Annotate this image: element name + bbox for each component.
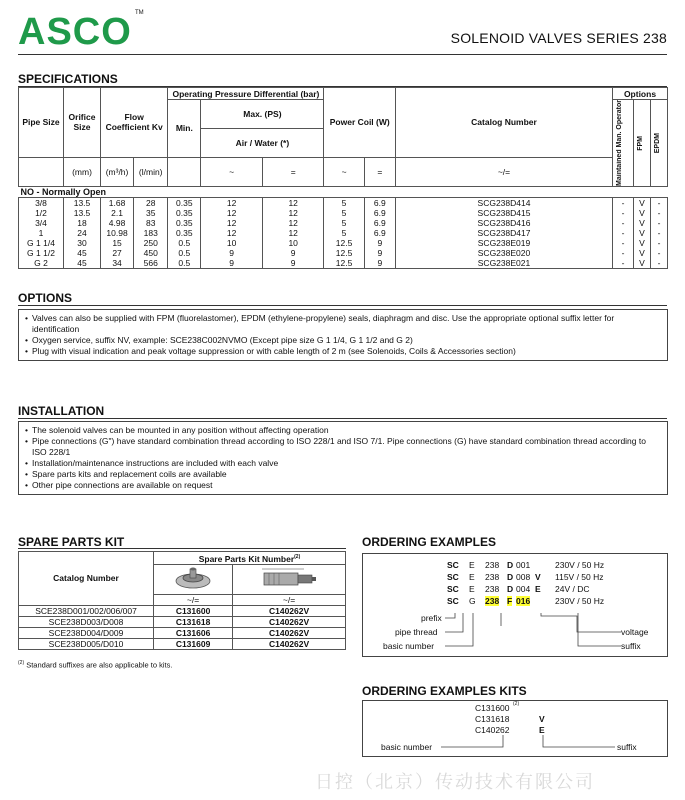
spec-row	[19, 248, 668, 258]
ordering-kits-title: ORDERING EXAMPLES KITS	[362, 684, 527, 698]
spec-cell-o2: V	[634, 248, 651, 258]
label-suffix: suffix	[621, 641, 641, 651]
asco-logo	[18, 8, 138, 52]
spec-cell-min: 0.35	[168, 197, 201, 208]
col-min: Min.	[168, 100, 201, 158]
spare-col-kit-label: Spare Parts Kit Number	[198, 553, 295, 564]
col-op-pressure: Operating Pressure Differential (bar)	[168, 88, 324, 100]
spec-cell-w_dc: 9	[364, 248, 395, 258]
spare-cell-catalog: SCE238D001/002/006/007	[19, 605, 154, 616]
col-orifice-size: Orifice Size	[64, 88, 101, 158]
spec-cell-o2: V	[634, 228, 651, 238]
col-opt-epdm	[651, 100, 668, 187]
label-voltage: voltage	[621, 627, 649, 637]
spec-row	[19, 238, 668, 248]
ordering-title: ORDERING EXAMPLES	[362, 535, 497, 549]
header-rule	[18, 54, 667, 55]
spec-cell-max_dc: 10	[262, 238, 324, 248]
unit-lmin: (l/min)	[134, 157, 168, 186]
spec-cell-kv: 34	[101, 258, 134, 269]
spec-cell-w_dc: 9	[364, 258, 395, 269]
spec-cell-orifice: 45	[64, 258, 101, 269]
spec-cell-kv: 10.98	[101, 228, 134, 238]
ordering-part-a: E	[469, 560, 475, 570]
spec-cell-orifice: 13.5	[64, 208, 101, 218]
spec-cell-o2: V	[634, 208, 651, 218]
unit-max-ac: ~	[201, 157, 263, 186]
options-item: • Valves can also be supplied with FPM (fluorelastomer), EPDM (ethylene-propylene) seals, diaphragm and disc. Use the appropriate optional suffix letter for identification	[25, 313, 661, 335]
spare-row	[19, 605, 346, 616]
spec-row	[19, 258, 668, 269]
kit-code: C140262	[475, 725, 510, 735]
spec-cell-w_ac: 12.5	[324, 248, 364, 258]
unit-w-dc: =	[364, 157, 395, 186]
diaphragm-kit-image	[154, 564, 233, 594]
spare-cell-kit2: C140262V	[233, 616, 346, 627]
series-title: SOLENOID VALVES SERIES 238	[450, 30, 667, 46]
spec-cell-w_ac: 5	[324, 218, 364, 228]
ordering-part-b: 238	[485, 596, 500, 606]
spec-cell-min: 0.5	[168, 258, 201, 269]
spec-cell-pipe: 1	[19, 228, 64, 238]
ordering-part-d: 016	[516, 596, 531, 606]
watermark: 日控（北京）传动技术有限公司	[315, 772, 595, 792]
col-catalog: Catalog Number	[396, 88, 613, 158]
spec-cell-o3: -	[651, 258, 668, 269]
unit-max-dc: =	[262, 157, 324, 186]
unit-pipe	[19, 157, 64, 186]
ordering-part-v: 115V / 50 Hz	[555, 572, 604, 582]
spec-row	[19, 218, 668, 228]
ordering-part-pre: SC	[447, 596, 459, 606]
unit-catalog: ~/=	[396, 157, 613, 186]
ordering-part-v: 24V / DC	[555, 584, 590, 594]
unit-min	[168, 157, 201, 186]
spare-cell-kit1: C131609	[154, 638, 233, 649]
spec-cell-orifice: 18	[64, 218, 101, 228]
spec-cell-catalog: SCG238D416	[396, 218, 613, 228]
label-prefix: prefix	[421, 613, 442, 623]
spec-row	[19, 208, 668, 218]
spec-cell-min: 0.35	[168, 208, 201, 218]
spec-cell-o3: -	[651, 197, 668, 208]
specifications-title: SPECIFICATIONS	[18, 72, 118, 86]
installation-item: • Pipe connections (G") have standard combination thread according to ISO 228/1 and ISO 7/1. Pipe connections (G) have standard combination thread according to ISO 228/1	[25, 436, 661, 458]
spec-cell-lmin: 35	[134, 208, 168, 218]
spec-cell-min: 0.5	[168, 248, 201, 258]
ordering-part-pre: SC	[447, 584, 459, 594]
ordering-part-e: E	[535, 584, 541, 594]
spec-cell-w_dc: 6.9	[364, 218, 395, 228]
spec-cell-min: 0.35	[168, 218, 201, 228]
col-flow: Flow Coefficient Kv	[101, 88, 168, 158]
col-opt-fpm-label: FPM	[637, 135, 644, 151]
spec-cell-o3: -	[651, 228, 668, 238]
ordering-box	[362, 553, 668, 657]
spec-cell-orifice: 30	[64, 238, 101, 248]
spec-cell-pipe: 3/4	[19, 218, 64, 228]
spec-cell-max_dc: 12	[262, 197, 324, 208]
ordering-part-a: E	[469, 584, 475, 594]
options-rule	[18, 305, 667, 306]
installation-box	[18, 421, 668, 495]
ordering-part-d: 004	[516, 584, 531, 594]
spec-cell-o1: -	[613, 197, 634, 208]
spec-cell-o2: V	[634, 238, 651, 248]
spec-cell-orifice: 45	[64, 248, 101, 258]
kits-label-basic-number: basic number	[381, 742, 433, 752]
spec-cell-max_ac: 12	[201, 218, 263, 228]
spec-cell-o1: -	[613, 218, 634, 228]
spec-cell-lmin: 450	[134, 248, 168, 258]
spec-cell-pipe: G 2	[19, 258, 64, 269]
spec-cell-kv: 1.68	[101, 197, 134, 208]
spec-cell-orifice: 24	[64, 228, 101, 238]
spec-row	[19, 197, 668, 208]
ordering-part-b: 238	[485, 560, 500, 570]
group-label: NO - Normally Open	[19, 186, 668, 197]
ordering-part-c: F	[507, 596, 513, 606]
col-opt-manual-label: Maintained Man. Operator	[616, 100, 623, 186]
spare-cell-kit1: C131606	[154, 627, 233, 638]
spec-cell-max_ac: 12	[201, 228, 263, 238]
spec-cell-o3: -	[651, 248, 668, 258]
spec-cell-o1: -	[613, 208, 634, 218]
spare-cell-kit2: C140262V	[233, 605, 346, 616]
spec-cell-w_ac: 12.5	[324, 258, 364, 269]
spec-cell-o1: -	[613, 238, 634, 248]
ordering-kits-box	[362, 700, 668, 757]
spec-cell-w_ac: 12.5	[324, 238, 364, 248]
spec-cell-max_dc: 9	[262, 248, 324, 258]
spec-cell-o1: -	[613, 248, 634, 258]
installation-rule	[18, 418, 667, 419]
kit-code: C131618	[475, 714, 510, 724]
spare-unit: ~/=	[233, 594, 346, 605]
spec-cell-catalog: SCG238E021	[396, 258, 613, 269]
spec-cell-o1: -	[613, 258, 634, 269]
spare-cell-kit1: C131618	[154, 616, 233, 627]
spare-footnote-sup: (2)	[18, 660, 25, 666]
spec-cell-w_dc: 6.9	[364, 228, 395, 238]
spare-row	[19, 627, 346, 638]
spec-cell-max_dc: 9	[262, 258, 324, 269]
spec-cell-lmin: 28	[134, 197, 168, 208]
spec-cell-max_dc: 12	[262, 208, 324, 218]
spec-cell-max_ac: 12	[201, 197, 263, 208]
spare-footnote	[18, 660, 172, 670]
spare-cell-kit2: C140262V	[233, 627, 346, 638]
installation-item: • The solenoid valves can be mounted in any position without affecting operation	[25, 425, 661, 436]
spare-footnote-text: Standard suffixes are also applicable to kits.	[26, 660, 173, 670]
spec-cell-o2: V	[634, 197, 651, 208]
spec-cell-catalog: SCG238E019	[396, 238, 613, 248]
spec-cell-min: 0.5	[168, 238, 201, 248]
spec-cell-o1: -	[613, 228, 634, 238]
ordering-part-pre: SC	[447, 572, 459, 582]
spec-cell-catalog: SCG238E020	[396, 248, 613, 258]
spec-cell-w_dc: 9	[364, 238, 395, 248]
coil-kit-image	[233, 564, 346, 594]
spec-cell-pipe: G 1 1/4	[19, 238, 64, 248]
spec-cell-lmin: 566	[134, 258, 168, 269]
ordering-part-d: 008	[516, 572, 531, 582]
spec-cell-catalog: SCG238D414	[396, 197, 613, 208]
ordering-part-d: 001	[516, 560, 531, 570]
spec-cell-max_ac: 9	[201, 248, 263, 258]
spec-cell-o3: -	[651, 208, 668, 218]
spec-cell-catalog: SCG238D417	[396, 228, 613, 238]
options-box	[18, 309, 668, 361]
options-title: OPTIONS	[18, 291, 73, 305]
ordering-part-v: 230V / 50 Hz	[555, 596, 605, 606]
installation-item: • Spare parts kits and replacement coils are available	[25, 469, 661, 480]
kit-code-sup: (2)	[513, 701, 520, 707]
label-basic-number: basic number	[383, 641, 435, 651]
spec-cell-kv: 27	[101, 248, 134, 258]
spec-cell-max_ac: 9	[201, 258, 263, 269]
col-opt-fpm	[634, 100, 651, 187]
spec-cell-pipe: G 1 1/2	[19, 248, 64, 258]
col-opt-epdm-label: EPDM	[654, 132, 661, 154]
spare-parts-table	[18, 551, 346, 650]
spec-cell-kv: 15	[101, 238, 134, 248]
col-options: Options	[613, 88, 668, 100]
ordering-part-e: V	[535, 572, 541, 582]
spec-cell-max_dc: 12	[262, 218, 324, 228]
spec-cell-lmin: 250	[134, 238, 168, 248]
ordering-part-pre: SC	[447, 560, 459, 570]
spec-cell-min: 0.35	[168, 228, 201, 238]
installation-title: INSTALLATION	[18, 404, 105, 418]
trademark: TM	[135, 10, 144, 16]
spare-col-catalog: Catalog Number	[19, 552, 154, 606]
spare-cell-catalog: SCE238D005/D010	[19, 638, 154, 649]
options-item: • Plug with visual indication and peak voltage suppression or with cable length of 2 m (see Solenoids, Coils & Accessories section)	[25, 346, 661, 357]
specifications-table	[18, 87, 668, 269]
unit-w-ac: ~	[324, 157, 364, 186]
unit-mm: (mm)	[64, 157, 101, 186]
kit-code: C131600	[475, 703, 510, 713]
options-item: • Oxygen service, suffix NV, example: SCE238C002NVMO (Except pipe size G 1 1/4, G 1 1/2 and G 2)	[25, 335, 661, 346]
spec-cell-o2: V	[634, 258, 651, 269]
spare-unit: ~/=	[154, 594, 233, 605]
spec-cell-w_ac: 5	[324, 197, 364, 208]
installation-item: • Installation/maintenance instructions are included with each valve	[25, 458, 661, 469]
ordering-part-b: 238	[485, 584, 500, 594]
col-max: Max. (PS)	[201, 100, 324, 129]
spare-parts-rule	[18, 548, 346, 549]
kits-label-suffix: suffix	[617, 742, 637, 752]
col-pipe-size: Pipe Size	[19, 88, 64, 158]
label-pipe-thread: pipe thread	[395, 627, 438, 637]
spec-cell-lmin: 183	[134, 228, 168, 238]
spec-cell-lmin: 83	[134, 218, 168, 228]
spec-row	[19, 228, 668, 238]
col-air-water: Air / Water (*)	[201, 128, 324, 157]
spec-cell-max_ac: 10	[201, 238, 263, 248]
spec-cell-w_ac: 5	[324, 228, 364, 238]
ordering-part-c: D	[507, 560, 514, 570]
spec-cell-max_ac: 12	[201, 208, 263, 218]
ordering-part-c: D	[507, 572, 514, 582]
ordering-part-v: 230V / 50 Hz	[555, 560, 605, 570]
spec-cell-w_ac: 5	[324, 208, 364, 218]
spec-cell-kv: 4.98	[101, 218, 134, 228]
spare-cell-catalog: SCE238D003/D008	[19, 616, 154, 627]
ordering-part-c: D	[507, 584, 514, 594]
spec-cell-o3: -	[651, 218, 668, 228]
spare-col-kit	[154, 552, 346, 565]
svg-text:ASCO: ASCO	[18, 11, 132, 52]
spec-cell-kv: 2.1	[101, 208, 134, 218]
spare-row	[19, 616, 346, 627]
spec-cell-orifice: 13.5	[64, 197, 101, 208]
spec-cell-w_dc: 6.9	[364, 208, 395, 218]
spec-cell-pipe: 3/8	[19, 197, 64, 208]
spare-cell-catalog: SCE238D004/D009	[19, 627, 154, 638]
spec-cell-o3: -	[651, 238, 668, 248]
spare-col-kit-sup: (2)	[294, 554, 301, 560]
spec-cell-max_dc: 12	[262, 228, 324, 238]
spec-cell-o2: V	[634, 218, 651, 228]
kit-suffix: V	[539, 714, 545, 724]
spec-cell-w_dc: 6.9	[364, 197, 395, 208]
ordering-part-b: 238	[485, 572, 500, 582]
unit-m3h: (m³/h)	[101, 157, 134, 186]
spare-row	[19, 638, 346, 649]
col-power: Power Coil (W)	[324, 88, 396, 158]
col-opt-manual	[613, 100, 634, 187]
spec-cell-catalog: SCG238D415	[396, 208, 613, 218]
spec-cell-pipe: 1/2	[19, 208, 64, 218]
installation-item: • Other pipe connections are available on request	[25, 480, 661, 491]
spare-parts-title: SPARE PARTS KIT	[18, 535, 125, 549]
ordering-part-a: E	[469, 572, 475, 582]
spare-cell-kit1: C131600	[154, 605, 233, 616]
kit-suffix: E	[539, 725, 545, 735]
spare-cell-kit2: C140262V	[233, 638, 346, 649]
ordering-part-a: G	[469, 596, 476, 606]
